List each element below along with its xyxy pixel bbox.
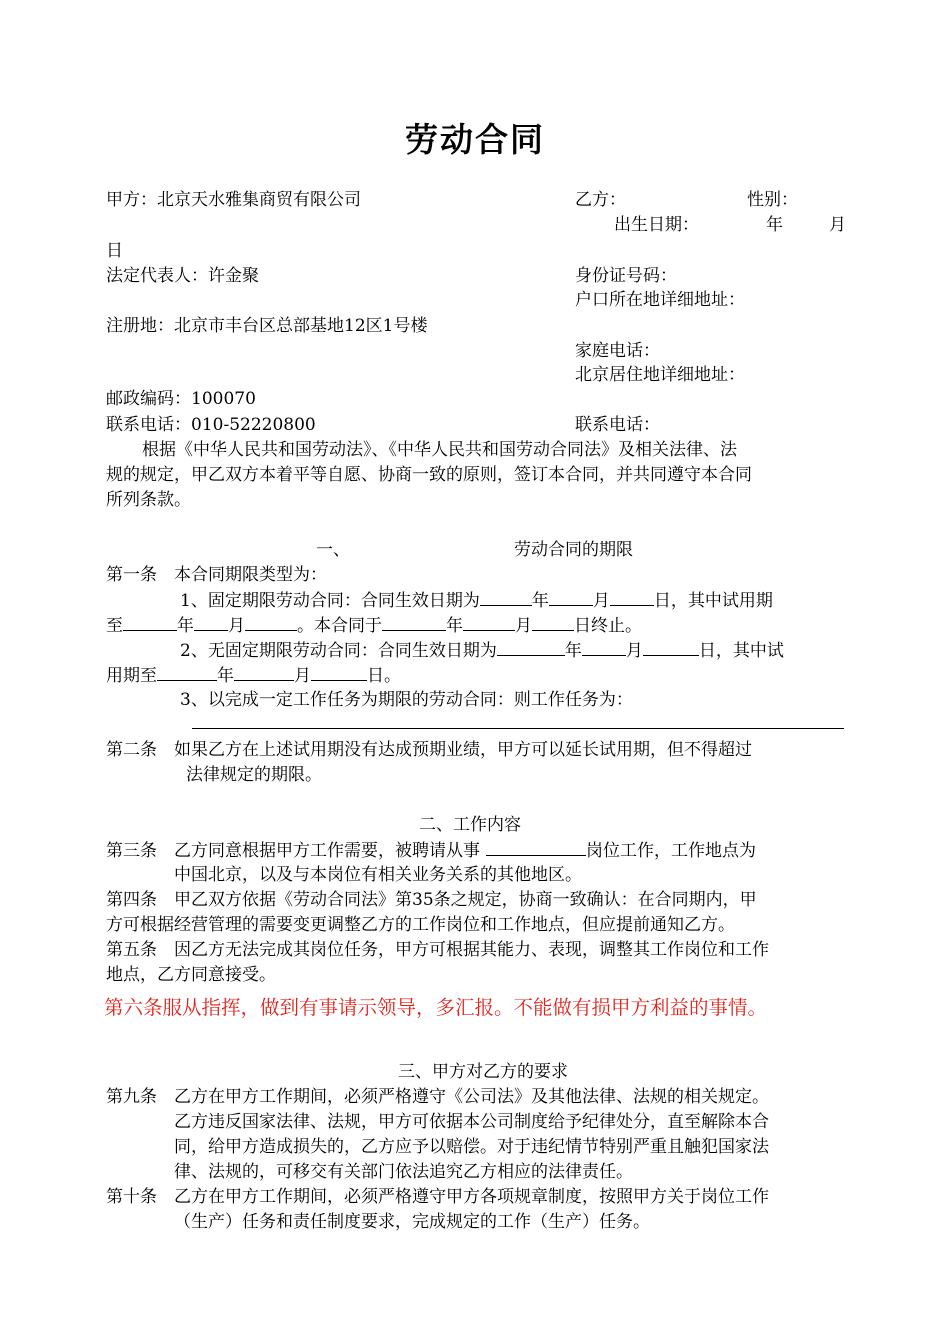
task-blank-line bbox=[192, 728, 844, 729]
party-b-home-phone: 家庭电话： bbox=[575, 341, 660, 361]
article1: 第一条 本合同期限类型为： bbox=[106, 565, 327, 585]
party-b-birth-year: 年 bbox=[766, 215, 783, 235]
article3-line2: 中国北京，以及与本岗位有相关业务关系的其他地区。 bbox=[174, 865, 582, 885]
article2-line1: 第二条 如果乙方在上述试用期没有达成预期业绩，甲方可以延长试用期，但不得超过 bbox=[106, 740, 752, 760]
party-b-label: 乙方： bbox=[575, 190, 626, 210]
party-b-birth: 出生日期： bbox=[614, 215, 699, 235]
article3-line1: 第三条 乙方同意根据甲方工作需要，被聘请从事 岗位工作，工作地点为 bbox=[106, 838, 756, 863]
article2-line2: 法律规定的期限。 bbox=[186, 765, 322, 785]
party-a-postcode: 邮政编码：100070 bbox=[106, 389, 256, 409]
option1-line2: 至 年 月 。本合同于 年 月 日终止。 bbox=[106, 613, 642, 638]
option2-line2: 用期至 年 月 日。 bbox=[106, 663, 401, 688]
party-b-phone: 联系电话： bbox=[575, 415, 660, 435]
party-b-hukou: 户口所在地详细地址： bbox=[575, 290, 745, 310]
party-b-id-number: 身份证号码： bbox=[575, 266, 677, 286]
party-a-name: 甲方：北京天水雅集商贸有限公司 bbox=[106, 190, 361, 210]
party-b-gender: 性别： bbox=[747, 190, 798, 210]
article5-line2: 地点，乙方同意接受。 bbox=[106, 965, 276, 985]
party-b-birth-day: 日 bbox=[106, 241, 123, 261]
article9-line1: 第九条 乙方在甲方工作期间，必须严格遵守《公司法》及其他法律、法规的相关规定。 bbox=[106, 1087, 769, 1107]
party-a-phone: 联系电话：010-52220800 bbox=[106, 415, 316, 435]
article9-line3: 同，给甲方造成损失的，乙方应予以赔偿。对于违纪情节特别严重且触犯国家法 bbox=[174, 1137, 769, 1157]
party-b-birth-month: 月 bbox=[829, 215, 846, 235]
preamble-line3: 所列条款。 bbox=[106, 490, 191, 510]
section3-title: 三、甲方对乙方的要求 bbox=[398, 1062, 568, 1082]
section2-title: 二、工作内容 bbox=[419, 815, 521, 835]
article10-line1: 第十条 乙方在甲方工作期间，必须严格遵守甲方各项规章制度，按照甲方关于岗位工作 bbox=[106, 1187, 769, 1207]
section1-title: 劳动合同的期限 bbox=[514, 540, 633, 560]
preamble-line1: 根据《中华人民共和国劳动法》、《中华人民共和国劳动合同法》及相关法律、法 bbox=[142, 440, 737, 460]
article9-line4: 律、法规的，可移交有关部门依法追究乙方相应的法律责任。 bbox=[174, 1162, 633, 1182]
article9-line2: 乙方违反国家法律、法规，甲方可依据本公司制度给予纪律处分，直至解除本合 bbox=[174, 1112, 769, 1132]
option2-line1: 2、无固定期限劳动合同：合同生效日期为 年 月 日，其中试 bbox=[180, 638, 784, 663]
option1-line1: 1、固定期限劳动合同：合同生效日期为 年 月 日，其中试用期 bbox=[180, 588, 773, 613]
article5-line1: 第五条 因乙方无法完成其岗位任务，甲方可根据其能力、表现，调整其工作岗位和工作 bbox=[106, 940, 769, 960]
page-title: 劳动合同 bbox=[405, 120, 545, 159]
party-a-legal-rep: 法定代表人：许金聚 bbox=[106, 266, 259, 286]
party-a-address: 注册地：北京市丰台区总部基地12区1号楼 bbox=[106, 316, 428, 336]
article10-line2: （生产）任务和责任制度要求，完成规定的工作（生产）任务。 bbox=[174, 1212, 650, 1232]
option3: 3、以完成一定工作任务为期限的劳动合同：则工作任务为： bbox=[180, 690, 633, 710]
article4-line1: 第四条 甲乙双方依据《劳动合同法》第35条之规定，协商一致确认：在合同期内，甲 bbox=[106, 890, 757, 910]
preamble-line2: 规的规定，甲乙双方本着平等自愿、协商一致的原则，签订本合同，并共同遵守本合同 bbox=[106, 465, 752, 485]
article6-highlight: 第六条服从指挥，做到有事请示领导，多汇报。不能做有损甲方利益的事情。 bbox=[104, 996, 768, 1019]
party-b-beijing-address: 北京居住地详细地址： bbox=[575, 365, 745, 385]
article4-line2: 方可根据经营管理的需要变更调整乙方的工作岗位和工作地点，但应提前通知乙方。 bbox=[106, 915, 735, 935]
section1-number: 一、 bbox=[316, 540, 350, 560]
